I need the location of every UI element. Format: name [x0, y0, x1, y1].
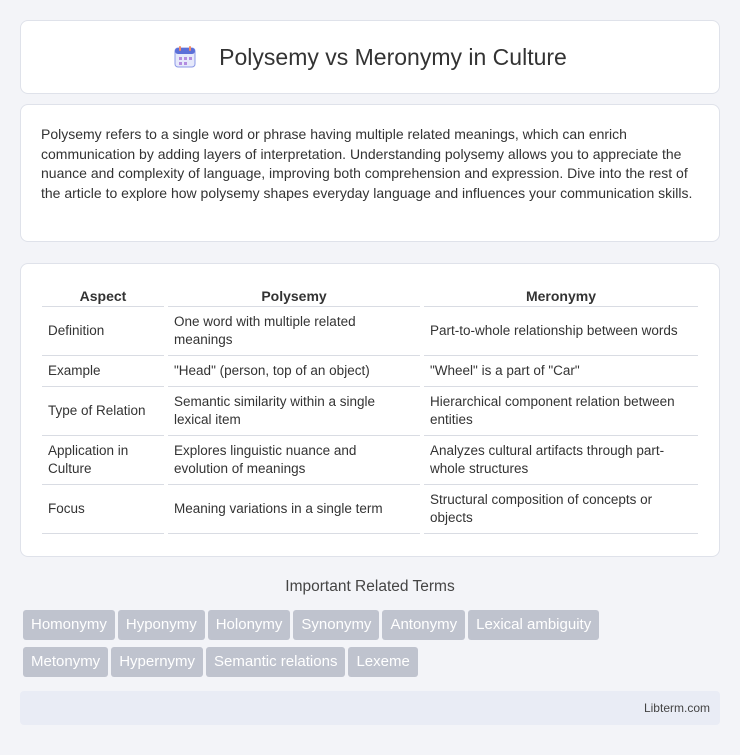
table-row	[42, 356, 698, 387]
footer	[20, 691, 720, 725]
related-term-tag[interactable]: Homonymy	[23, 610, 115, 640]
calendar-icon	[173, 45, 197, 69]
related-term-tag[interactable]: Metonymy	[23, 647, 108, 677]
intro-card	[20, 104, 720, 242]
related-term-tag[interactable]: Holonymy	[208, 610, 291, 640]
table-cell: Explores linguistic nuance and evolution of meanings	[168, 436, 420, 485]
table-cell: "Head" (person, top of an object)	[168, 356, 420, 387]
related-term-tag[interactable]: Lexeme	[348, 647, 417, 677]
table-cell: Type of Relation	[42, 387, 164, 436]
comparison-table	[38, 284, 702, 534]
page-title: Polysemy vs Meronymy in Culture	[219, 43, 567, 70]
table-cell: Meaning variations in a single term	[168, 485, 420, 534]
related-term-tag[interactable]: Hyponymy	[118, 610, 205, 640]
table-row	[42, 485, 698, 534]
table-cell: Semantic similarity within a single lexical item	[168, 387, 420, 436]
table-cell: Example	[42, 356, 164, 387]
table-row	[42, 307, 698, 356]
table-cell: Structural composition of concepts or objects	[424, 485, 698, 534]
related-term-tag[interactable]: Hypernymy	[111, 647, 203, 677]
related-term-tag[interactable]: Semantic relations	[206, 647, 345, 677]
table-row	[42, 436, 698, 485]
table-cell: Definition	[42, 307, 164, 356]
table-cell: One word with multiple related meanings	[168, 307, 420, 356]
column-header: Aspect	[42, 284, 164, 307]
column-header: Polysemy	[168, 284, 420, 307]
title-card	[20, 20, 720, 94]
related-terms-list	[23, 610, 723, 684]
related-term-tag[interactable]: Synonymy	[293, 610, 379, 640]
intro-text: Polysemy refers to a single word or phrase having multiple related meanings, which can enrich communication by adding layers of interpretation. Understanding polysemy allows you to appreciate the nuance and complexity of language, improving both comprehension and expression. Dive into the rest of the article to explore how polysemy shapes everyday language and influences your communication skills.	[41, 126, 693, 201]
related-term-tag[interactable]: Antonymy	[382, 610, 465, 640]
table-row	[42, 387, 698, 436]
column-header: Meronymy	[424, 284, 698, 307]
related-term-tag[interactable]: Lexical ambiguity	[468, 610, 599, 640]
footer-site-link[interactable]: Libterm.com	[643, 701, 710, 715]
table-cell: Application in Culture	[42, 436, 164, 485]
table-header-row	[42, 284, 698, 307]
table-cell: "Wheel" is a part of "Car"	[424, 356, 698, 387]
table-cell: Hierarchical component relation between entities	[424, 387, 698, 436]
table-cell: Part-to-whole relationship between words	[424, 307, 698, 356]
table-cell: Focus	[42, 485, 164, 534]
table-cell: Analyzes cultural artifacts through part-whole structures	[424, 436, 698, 485]
comparison-table-card	[20, 263, 720, 557]
related-terms-title: Important Related Terms	[285, 578, 455, 595]
